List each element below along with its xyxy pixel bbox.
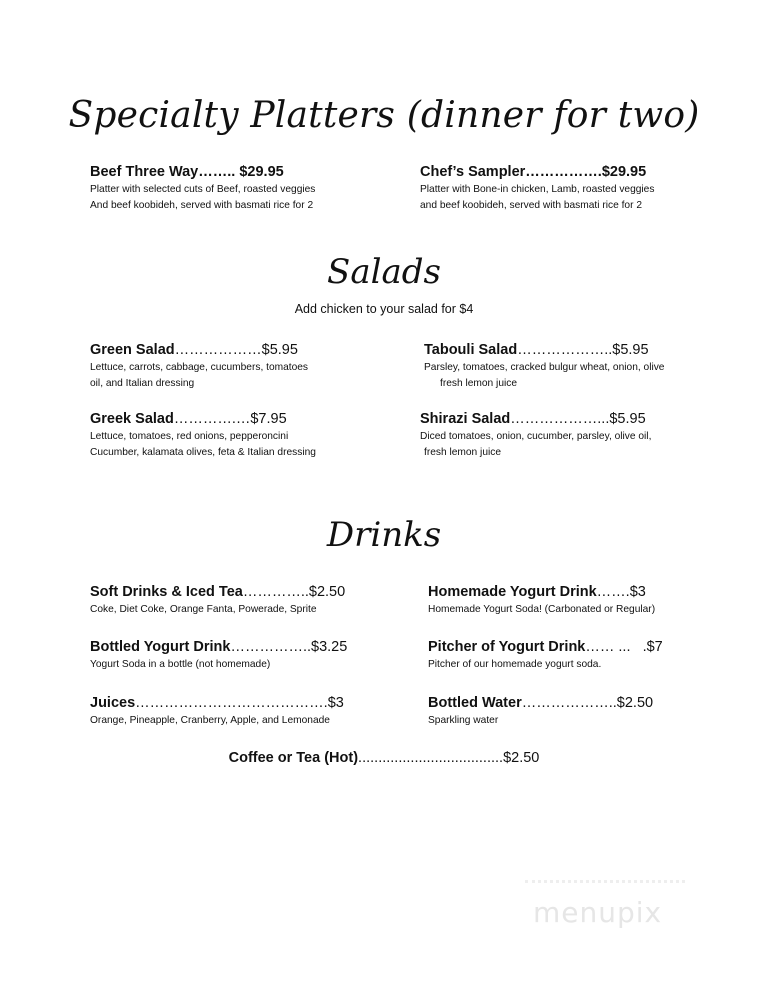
item-price: $3 xyxy=(629,584,646,600)
item-description: Homemade Yogurt Soda! (Carbonated or Regular) xyxy=(428,604,656,615)
item-name: Bottled Yogurt Drink xyxy=(90,639,231,655)
item-name: Shirazi Salad xyxy=(420,411,511,427)
menu-item-bottled-water xyxy=(428,695,653,729)
item-description: Diced tomatoes, onion, cucumber, parsley, olive oil, xyxy=(420,431,652,442)
menu-item-beef-three-way xyxy=(90,164,315,214)
item-price: $29.95 xyxy=(239,164,284,180)
menu-item-pitcher-yogurt-drink xyxy=(428,639,663,673)
item-leader: ……………….. xyxy=(521,695,617,711)
item-name: Pitcher of Yogurt Drink xyxy=(428,639,586,655)
watermark-dots xyxy=(525,880,685,889)
item-description: Lettuce, carrots, cabbage, cucumbers, tomatoes xyxy=(90,362,309,373)
item-leader: ……………… xyxy=(174,342,262,358)
item-name: Beef Three Way xyxy=(90,164,199,180)
item-price: $5.95 xyxy=(612,342,649,358)
item-description: fresh lemon juice xyxy=(424,447,502,458)
item-name: Chef’s Sampler xyxy=(420,164,526,180)
item-price: $2.50 xyxy=(308,584,346,600)
item-leader: ………………... xyxy=(510,411,610,427)
item-leader: ……………. xyxy=(525,164,602,180)
item-description: Platter with Bone-in chicken, Lamb, roasted veggies xyxy=(420,184,655,195)
menu-item-greek-salad xyxy=(90,411,316,461)
item-price: $29.95 xyxy=(601,164,647,180)
menu-item-homemade-yogurt-drink xyxy=(428,584,655,618)
item-leader: ……………….. xyxy=(517,342,613,358)
item-description: Yogurt Soda in a bottle (not homemade) xyxy=(90,659,271,670)
heading-specialty-platters: Specialty Platters (dinner for two) xyxy=(68,95,700,136)
menupix-watermark: menupix xyxy=(533,896,663,929)
item-description: fresh lemon juice xyxy=(440,378,518,389)
item-price: $3.25 xyxy=(311,639,348,655)
item-description: oil, and Italian dressing xyxy=(90,378,195,389)
menu-item-tabouli-salad xyxy=(424,342,664,392)
item-leader: ………….… xyxy=(173,411,251,427)
item-price: $5.95 xyxy=(609,411,646,427)
item-price: $7 xyxy=(646,639,663,655)
menu-item-juices xyxy=(90,695,344,729)
item-description: Coke, Diet Coke, Orange Fanta, Powerade, Sprite xyxy=(90,604,317,615)
item-name: Greek Salad xyxy=(90,411,174,427)
item-name: Soft Drinks & Iced Tea xyxy=(90,584,243,600)
menu-item-bottled-yogurt-drink xyxy=(90,639,347,673)
item-price: $7.95 xyxy=(250,411,287,427)
item-leader: ………….. xyxy=(242,584,309,600)
item-description: And beef koobideh, served with basmati rice for 2 xyxy=(90,200,314,211)
item-leader: …………………………………. xyxy=(135,695,328,711)
item-leader: …….. xyxy=(198,164,240,180)
item-description: Orange, Pineapple, Cranberry, Apple, and Lemonade xyxy=(90,715,330,726)
item-name: Bottled Water xyxy=(428,695,522,711)
item-description: and beef koobideh, served with basmati rice for 2 xyxy=(420,200,642,211)
menu-item-shirazi-salad xyxy=(420,411,651,461)
item-leader: ……. xyxy=(596,584,630,600)
item-price: $2.50 xyxy=(616,695,654,711)
item-description: Parsley, tomatoes, cracked bulgur wheat, onion, olive xyxy=(424,362,665,373)
item-leader: …… ... . xyxy=(585,639,647,655)
item-name: Coffee or Tea (Hot) xyxy=(228,750,359,766)
item-leader: …………….. xyxy=(230,639,311,655)
menu-item-green-salad xyxy=(90,342,308,392)
item-name: Green Salad xyxy=(90,342,175,358)
item-description: Platter with selected cuts of Beef, roasted veggies xyxy=(90,184,316,195)
heading-drinks: Drinks xyxy=(326,515,442,555)
item-description: Cucumber, kalamata olives, feta & Italian dressing xyxy=(90,447,316,458)
heading-salads: Salads xyxy=(327,252,441,292)
item-name: Homemade Yogurt Drink xyxy=(428,584,597,600)
item-name: Tabouli Salad xyxy=(424,342,518,358)
item-price: $3 xyxy=(327,695,344,711)
menu-item-chefs-sampler xyxy=(420,164,654,214)
menu-item-soft-drinks xyxy=(90,584,345,618)
item-description: Sparkling water xyxy=(428,715,499,726)
item-description: Lettuce, tomatoes, red onions, pepperoncini xyxy=(90,431,289,442)
salad-note: Add chicken to your salad for $4 xyxy=(294,302,474,316)
item-description: Pitcher of our homemade yogurt soda. xyxy=(428,659,602,670)
item-name: Juices xyxy=(90,695,136,711)
menu-item-coffee-or-tea xyxy=(0,750,768,766)
item-price: $5.95 xyxy=(261,342,298,358)
item-price: $2.50 xyxy=(503,750,540,766)
item-leader: .................................... xyxy=(358,750,504,766)
